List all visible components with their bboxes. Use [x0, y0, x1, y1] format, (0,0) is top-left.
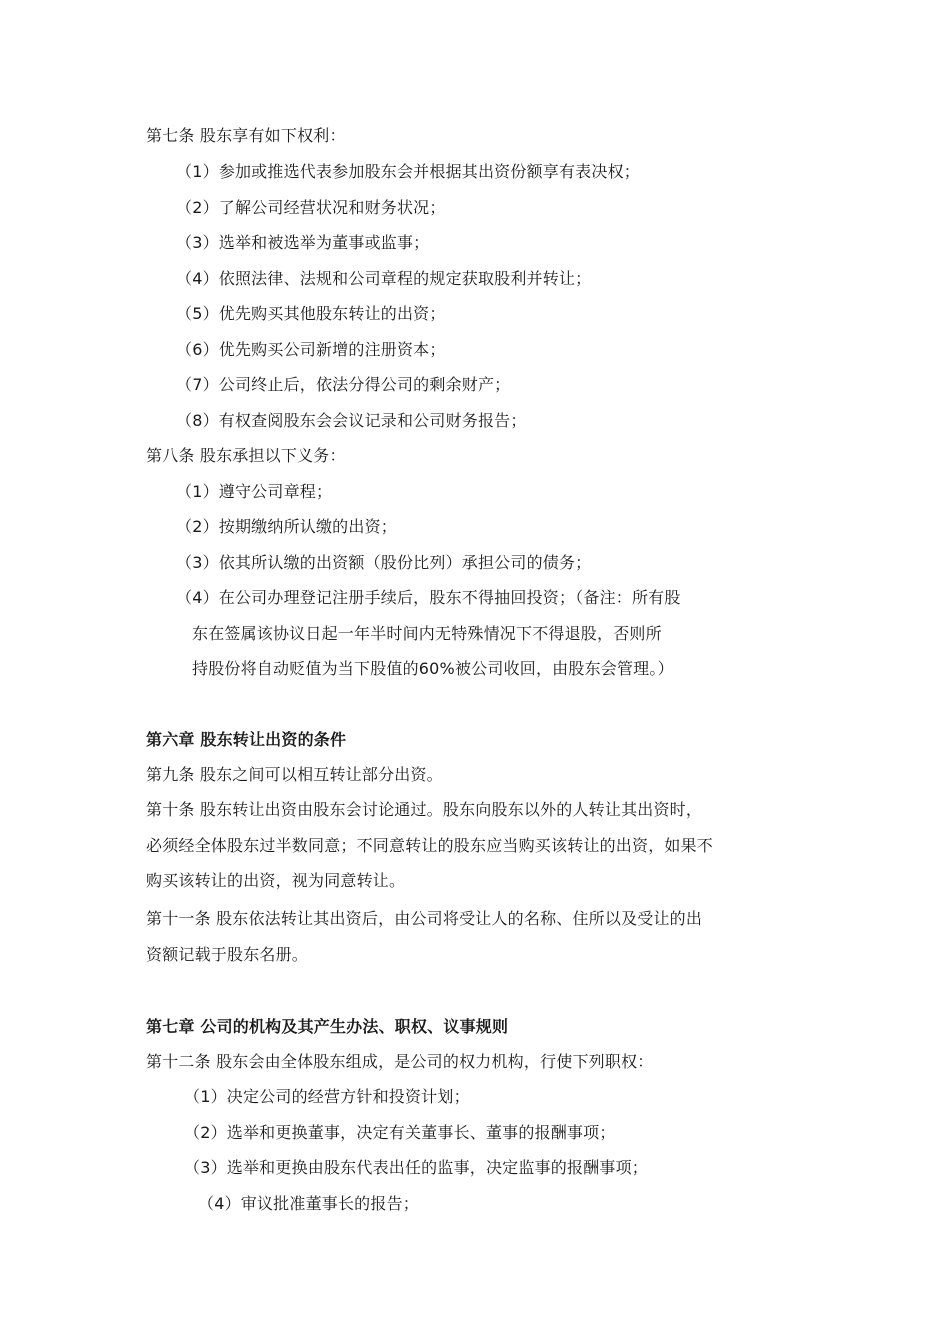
article-7-item-5: （5）优先购买其他股东转让的出资；	[176, 304, 446, 323]
article-11-line-2: 资额记载于股东名册。	[146, 945, 309, 964]
article-9: 第九条 股东之间可以相互转让部分出资。	[146, 765, 443, 784]
article-8-item-1: （1）遵守公司章程；	[176, 482, 333, 501]
article-10-line-2: 必须经全体股东过半数同意；不同意转让的股东应当购买该转让的出资，如果不	[146, 836, 714, 855]
article-10-line-1: 第十条 股东转让出资由股东会讨论通过。股东向股东以外的人转让其出资时，	[146, 800, 703, 819]
article-8-note-line-2: 持股份将自动贬值为当下股值的60%被公司收回，由股东会管理。）	[192, 659, 674, 678]
article-7-item-4: （4）依照法律、法规和公司章程的规定获取股利并转让；	[176, 269, 592, 288]
article-12-item-3: （3）选举和更换由股东代表出任的监事，决定监事的报酬事项；	[184, 1158, 648, 1177]
article-12-item-1: （1）决定公司的经营方针和投资计划；	[184, 1087, 470, 1106]
article-7-item-8: （8）有权查阅股东会会议记录和公司财务报告；	[176, 411, 527, 430]
article-7-item-1: （1）参加或推选代表参加股东会并根据其出资份额享有表决权；	[176, 162, 640, 181]
article-8-item-4: （4）在公司办理登记注册手续后，股东不得抽回投资；（备注：所有股	[176, 588, 681, 607]
article-7-item-2: （2）了解公司经营状况和财务状况；	[176, 198, 446, 217]
article-7-item-3: （3）选举和被选举为董事或监事；	[176, 233, 430, 252]
article-7-item-6: （6）优先购买公司新增的注册资本；	[176, 340, 446, 359]
chapter-6-heading: 第六章 股东转让出资的条件	[146, 730, 347, 749]
article-12: 第十二条 股东会由全体股东组成，是公司的权力机构，行使下列职权：	[146, 1052, 654, 1071]
article-8-item-3: （3）依其所认缴的出资额（股份比列）承担公司的债务；	[176, 553, 592, 572]
article-8-title: 第八条 股东承担以下义务：	[146, 446, 346, 465]
chapter-7-heading: 第七章 公司的机构及其产生办法、职权、议事规则	[146, 1017, 509, 1036]
article-11-line-1: 第十一条 股东依法转让其出资后，由公司将受让人的名称、住所以及受让的出	[146, 909, 703, 928]
article-10-line-3: 购买该转让的出资，视为同意转让。	[146, 871, 406, 890]
article-8-item-2: （2）按期缴纳所认缴的出资；	[176, 517, 397, 536]
article-7-title: 第七条 股东享有如下权利：	[146, 126, 346, 145]
article-12-item-2: （2）选举和更换董事，决定有关董事长、董事的报酬事项；	[184, 1123, 616, 1142]
article-8-note-line-1: 东在签属该协议日起一年半时间内无特殊情况下不得退股，否则所	[192, 624, 662, 643]
article-7-item-7: （7）公司终止后，依法分得公司的剩余财产；	[176, 375, 511, 394]
article-12-item-4: （4）审议批准董事长的报告；	[198, 1194, 419, 1213]
